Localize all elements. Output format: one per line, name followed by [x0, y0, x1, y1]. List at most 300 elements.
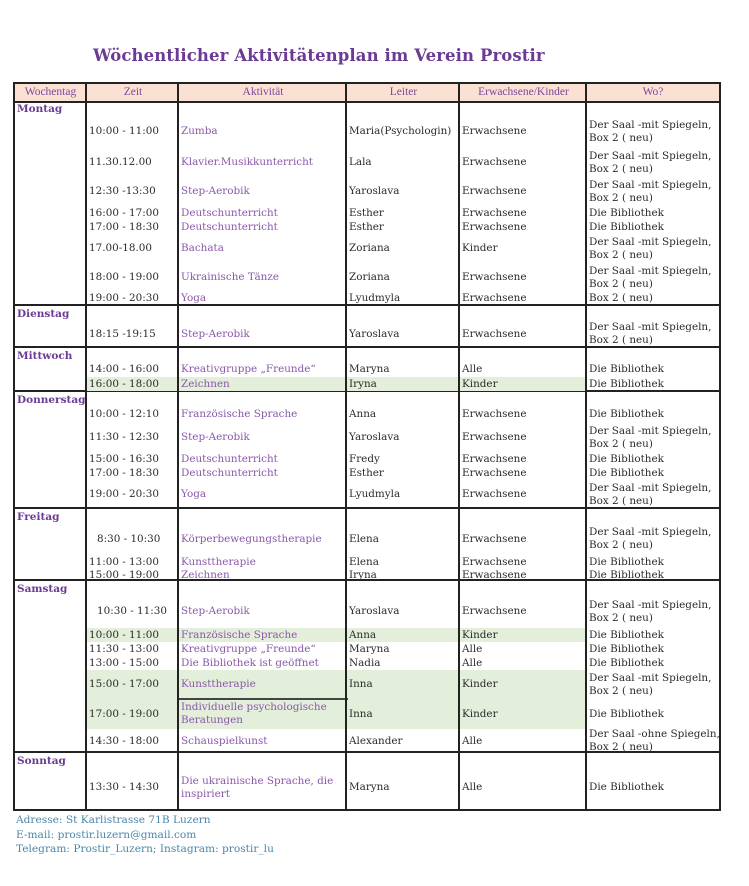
location-cell: Der Saal -mit Spiegeln, Box 2 ( neu) — [589, 118, 712, 144]
leader-cell-wrap — [349, 595, 459, 628]
table-row — [87, 670, 719, 699]
time-cell: 10:00 - 11:00 — [89, 125, 160, 137]
time-cell: 10:00 - 11:00 — [89, 628, 160, 641]
activity-cell: Deutschunterricht — [181, 466, 278, 479]
activity-cell: Zeichnen — [181, 377, 230, 390]
location-cell-wrap — [589, 595, 721, 628]
leader-cell: Elena — [349, 532, 379, 545]
leader-cell: Esther — [349, 206, 384, 219]
leader-cell-wrap — [349, 699, 459, 729]
location-cell-wrap — [589, 263, 721, 292]
group-cell-wrap — [462, 292, 584, 305]
time-cell: 19:00 - 20:30 — [89, 488, 160, 500]
leader-cell: Yaroslava — [349, 605, 400, 617]
group-cell-wrap — [462, 642, 584, 656]
location-cell-wrap — [589, 480, 721, 509]
location-cell-wrap — [589, 234, 721, 263]
activity-cell: Zeichnen — [181, 569, 230, 581]
table-row — [87, 570, 719, 581]
schedule-table — [13, 82, 721, 811]
activity-cell-wrap — [181, 263, 343, 292]
activity-cell-wrap — [181, 362, 343, 377]
activity-cell: Step-Aerobik — [181, 185, 250, 197]
activity-cell: Französische Sprache — [181, 628, 298, 641]
leader-cell: Yaroslava — [349, 431, 400, 443]
day-name: Mittwoch — [17, 350, 73, 362]
leader-cell-wrap — [349, 555, 459, 570]
header-leiter: Leiter — [389, 86, 418, 98]
location-cell-wrap — [589, 206, 721, 220]
time-cell-wrap — [89, 642, 177, 656]
location-cell: Die Bibliothek — [589, 656, 664, 669]
day-name: Dienstag — [17, 308, 70, 320]
location-cell-wrap — [589, 406, 721, 423]
leader-cell-wrap — [349, 115, 459, 148]
location-cell: Die Bibliothek — [589, 642, 664, 655]
location-cell-wrap — [589, 177, 721, 206]
group-cell-wrap — [462, 729, 584, 753]
day-block-dienstag — [15, 306, 719, 348]
activity-cell-wrap — [181, 642, 343, 656]
group-cell-wrap — [462, 523, 584, 555]
column-divider — [345, 84, 347, 809]
leader-cell-wrap — [349, 480, 459, 509]
group-cell-wrap — [462, 699, 584, 729]
time-cell: 17.00-18.00 — [89, 242, 153, 254]
location-cell: Die Bibliothek — [589, 781, 664, 793]
activity-cell: Kunsttherapie — [181, 556, 256, 568]
group-cell-wrap — [462, 220, 584, 234]
time-cell: 15:00 - 16:30 — [89, 452, 160, 465]
leader-cell: Maria(Psychologin) — [349, 125, 452, 137]
leader-cell-wrap — [349, 292, 459, 305]
group-cell-wrap — [462, 555, 584, 570]
location-cell-wrap — [589, 466, 721, 480]
column-divider — [85, 84, 87, 809]
activity-cell-wrap — [181, 699, 343, 729]
leader-cell: Inna — [349, 678, 373, 690]
location-cell-wrap — [589, 656, 721, 670]
time-cell-wrap — [97, 595, 185, 628]
activity-cell: Yoga — [181, 292, 207, 304]
leader-cell: Esther — [349, 466, 384, 479]
location-cell: Der Saal -mit Spiegeln, Box 2 ( neu) — [589, 671, 712, 697]
leader-cell: Maryna — [349, 642, 390, 655]
table-row — [87, 406, 719, 423]
location-cell: Die Bibliothek — [589, 466, 664, 479]
location-cell-wrap — [589, 423, 721, 452]
location-cell: Box 2 ( neu) — [589, 292, 653, 304]
location-cell: Der Saal -mit Spiegeln, Box 2 ( neu) — [589, 424, 712, 450]
leader-cell-wrap — [349, 452, 459, 466]
activity-cell: Step-Aerobik — [181, 431, 250, 443]
time-cell: 10:30 - 11:30 — [97, 605, 168, 617]
time-cell: 16:00 - 18:00 — [89, 377, 160, 390]
leader-cell-wrap — [349, 570, 459, 581]
day-block-mittwoch — [15, 348, 719, 392]
contact-footer — [16, 813, 274, 857]
location-cell-wrap — [589, 115, 721, 148]
column-divider — [585, 84, 587, 809]
time-cell: 16:00 - 17:00 — [89, 206, 160, 219]
group-cell: Erwachsene — [462, 271, 527, 283]
group-cell: Erwachsene — [462, 220, 527, 233]
day-block-samstag — [15, 581, 719, 753]
location-cell-wrap — [589, 729, 721, 753]
column-divider — [177, 84, 179, 809]
activity-cell: Schauspielkunst — [181, 734, 268, 747]
table-row — [87, 377, 719, 391]
leader-cell-wrap — [349, 234, 459, 263]
leader-cell-wrap — [349, 423, 459, 452]
leader-cell: Maryna — [349, 781, 390, 793]
leader-cell: Zoriana — [349, 271, 390, 283]
activity-cell: Deutschunterricht — [181, 452, 278, 465]
header-zeit: Zeit — [123, 86, 143, 98]
leader-cell: Iryna — [349, 569, 377, 581]
leader-cell-wrap — [349, 670, 459, 699]
leader-cell: Lala — [349, 156, 372, 168]
time-cell-wrap — [89, 452, 177, 466]
group-cell: Erwachsene — [462, 431, 527, 443]
activity-cell-wrap — [181, 177, 343, 206]
group-cell: Kinder — [462, 377, 498, 390]
activity-cell: Individuelle psychologische Beratungen — [181, 701, 327, 726]
time-cell: 17:00 - 18:30 — [89, 466, 160, 479]
activity-cell-wrap — [181, 234, 343, 263]
activity-cell-wrap — [181, 115, 343, 148]
activity-cell: Kreativgruppe „Freunde“ — [181, 363, 316, 375]
time-cell-wrap — [89, 115, 177, 148]
day-name: Donnerstag — [17, 394, 86, 406]
group-cell: Kinder — [462, 242, 498, 254]
group-cell: Erwachsene — [462, 408, 527, 420]
table-row — [87, 595, 719, 628]
activity-cell: Die ukrainische Sprache, die inspiriert — [181, 774, 334, 800]
time-cell: 17:00 - 19:00 — [89, 707, 160, 720]
leader-cell: Anna — [349, 628, 377, 641]
table-row — [87, 320, 719, 348]
table-row — [87, 466, 719, 480]
time-cell-wrap — [89, 480, 177, 509]
header-aktivitaet: Aktivität — [242, 86, 284, 98]
group-cell: Alle — [462, 734, 483, 747]
leader-cell: Inna — [349, 707, 373, 720]
table-row — [87, 423, 719, 452]
location-cell-wrap — [589, 767, 721, 808]
activity-cell: Klavier.Musikkunterricht — [181, 156, 313, 168]
time-cell-wrap — [89, 466, 177, 480]
time-cell-wrap — [89, 292, 177, 305]
location-cell-wrap — [589, 699, 721, 729]
group-cell: Erwachsene — [462, 156, 527, 168]
time-cell-wrap — [89, 406, 177, 423]
time-cell: 11:00 - 13:00 — [89, 556, 160, 568]
activity-cell-wrap — [181, 423, 343, 452]
location-cell: Der Saal -mit Spiegeln, Box 2 ( neu) — [589, 235, 712, 261]
table-row — [87, 729, 719, 753]
leader-cell-wrap — [349, 406, 459, 423]
day-name: Freitag — [17, 511, 60, 523]
group-cell-wrap — [462, 263, 584, 292]
time-cell: 18:00 - 19:00 — [89, 271, 160, 283]
leader-cell-wrap — [349, 177, 459, 206]
group-cell: Kinder — [462, 678, 498, 690]
time-cell-wrap — [89, 377, 177, 391]
group-cell: Alle — [462, 781, 483, 793]
table-row — [87, 767, 719, 808]
table-row — [87, 177, 719, 206]
location-cell: Der Saal -ohne Spiegeln, Box 2 ( neu) — [589, 728, 720, 753]
leader-cell-wrap — [349, 148, 459, 177]
leader-cell: Yaroslava — [349, 185, 400, 197]
leader-cell-wrap — [349, 642, 459, 656]
time-cell-wrap — [89, 670, 177, 699]
location-cell-wrap — [589, 452, 721, 466]
time-cell: 18:15 -19:15 — [89, 327, 156, 340]
group-cell-wrap — [462, 206, 584, 220]
leader-cell: Anna — [349, 408, 377, 420]
activity-cell-wrap — [181, 206, 343, 220]
table-row — [87, 115, 719, 148]
header-wochentag: Wochentag — [24, 86, 77, 98]
activity-cell-wrap — [181, 595, 343, 628]
time-cell: 10:00 - 12:10 — [89, 408, 160, 420]
table-row — [87, 699, 719, 729]
activity-cell-wrap — [181, 523, 343, 555]
time-cell-wrap — [89, 234, 177, 263]
table-row — [87, 292, 719, 305]
leader-cell-wrap — [349, 263, 459, 292]
location-cell: Die Bibliothek — [589, 556, 664, 568]
location-cell: Die Bibliothek — [589, 363, 664, 375]
leader-cell-wrap — [349, 767, 459, 808]
leader-cell: Zoriana — [349, 242, 390, 254]
time-cell-wrap — [89, 570, 177, 581]
location-cell: Die Bibliothek — [589, 377, 664, 390]
leader-cell-wrap — [349, 206, 459, 220]
time-cell: 11:30 - 13:00 — [89, 642, 160, 655]
time-cell-wrap — [89, 555, 177, 570]
location-cell: Die Bibliothek — [589, 707, 664, 720]
group-cell-wrap — [462, 628, 584, 642]
time-cell: 13:30 - 14:30 — [89, 781, 160, 793]
activity-cell: Kunsttherapie — [181, 678, 256, 690]
leader-cell-wrap — [349, 377, 459, 391]
group-cell-wrap — [462, 656, 584, 670]
group-cell: Erwachsene — [462, 569, 527, 581]
group-cell: Alle — [462, 642, 483, 655]
location-cell-wrap — [589, 555, 721, 570]
activity-cell: Step-Aerobik — [181, 327, 250, 340]
time-cell: 11:30 - 12:30 — [89, 431, 160, 443]
group-cell-wrap — [462, 452, 584, 466]
time-cell: 13:00 - 15:00 — [89, 656, 160, 669]
group-cell: Erwachsene — [462, 488, 527, 500]
leader-cell: Alexander — [349, 734, 403, 747]
group-cell: Alle — [462, 363, 483, 375]
time-cell-wrap — [89, 177, 177, 206]
email-link[interactable]: E-mail: prostir.luzern@gmail.com — [16, 828, 197, 841]
activity-cell: Yoga — [181, 488, 207, 500]
activity-cell-wrap — [181, 320, 343, 348]
group-cell-wrap — [462, 423, 584, 452]
activity-cell: Die Bibliothek ist geöffnet — [181, 656, 319, 669]
group-cell: Erwachsene — [462, 206, 527, 219]
location-cell: Der Saal -mit Spiegeln, Box 2 ( neu) — [589, 526, 712, 551]
day-block-sonntag — [15, 753, 719, 809]
group-cell: Kinder — [462, 707, 498, 720]
day-name: Montag — [17, 103, 63, 115]
leader-cell: Maryna — [349, 363, 390, 375]
day-block-donnerstag — [15, 392, 719, 509]
time-cell: 19:00 - 20:30 — [89, 292, 160, 304]
location-cell-wrap — [589, 570, 721, 581]
table-row — [87, 642, 719, 656]
group-cell-wrap — [462, 177, 584, 206]
activity-cell-wrap — [181, 656, 343, 670]
table-row — [87, 206, 719, 220]
location-cell: Die Bibliothek — [589, 206, 664, 219]
location-cell: Der Saal -mit Spiegeln, Box 2 ( neu) — [589, 321, 712, 346]
time-cell-wrap — [89, 220, 177, 234]
time-cell-wrap — [89, 320, 177, 348]
activity-cell-wrap — [181, 292, 343, 305]
table-row — [87, 555, 719, 570]
time-cell-wrap — [89, 362, 177, 377]
group-cell-wrap — [462, 480, 584, 509]
leader-cell: Iryna — [349, 377, 377, 390]
social-links[interactable]: Telegram: Prostir_Luzern; Instagram: prostir_lu — [16, 843, 274, 855]
location-cell: Die Bibliothek — [589, 569, 664, 581]
activity-cell: Zumba — [181, 125, 218, 137]
time-cell-wrap — [89, 729, 177, 753]
day-block-montag — [15, 101, 719, 306]
activity-cell-wrap — [181, 466, 343, 480]
header-gruppe: Erwachsene/Kinder — [478, 86, 569, 98]
activity-cell-wrap — [181, 452, 343, 466]
time-cell-wrap — [89, 699, 177, 729]
address-text: Adresse: St Karlistrasse 71B Luzern — [16, 814, 211, 826]
leader-cell: Nadia — [349, 656, 381, 669]
location-cell-wrap — [589, 220, 721, 234]
table-row — [87, 523, 719, 555]
location-cell-wrap — [589, 523, 721, 555]
activity-cell: Deutschunterricht — [181, 206, 278, 219]
group-cell-wrap — [462, 148, 584, 177]
location-cell: Der Saal -mit Spiegeln, Box 2 ( neu) — [589, 149, 712, 175]
group-cell: Erwachsene — [462, 466, 527, 479]
leader-cell-wrap — [349, 628, 459, 642]
activity-cell-wrap — [181, 148, 343, 177]
group-cell-wrap — [462, 377, 584, 391]
time-cell-wrap — [89, 628, 177, 642]
activity-cell-wrap — [181, 555, 343, 570]
table-row — [87, 452, 719, 466]
time-cell-wrap — [89, 263, 177, 292]
activity-cell-wrap — [181, 377, 343, 391]
group-cell: Erwachsene — [462, 185, 527, 197]
leader-cell-wrap — [349, 523, 459, 555]
location-cell-wrap — [589, 377, 721, 391]
location-cell: Der Saal -mit Spiegeln, Box 2 ( neu) — [589, 178, 712, 204]
group-cell-wrap — [462, 570, 584, 581]
group-cell-wrap — [462, 234, 584, 263]
time-cell: 12:30 -13:30 — [89, 185, 156, 197]
table-row — [87, 220, 719, 234]
location-cell-wrap — [589, 362, 721, 377]
time-cell-wrap — [97, 523, 185, 555]
group-cell-wrap — [462, 595, 584, 628]
day-name: Samstag — [17, 583, 68, 595]
leader-cell: Fredy — [349, 452, 380, 465]
activity-cell: Ukrainische Tänze — [181, 271, 279, 283]
table-row — [87, 480, 719, 509]
activity-cell-wrap — [181, 670, 343, 699]
location-cell: Die Bibliothek — [589, 220, 664, 233]
activity-cell-wrap — [181, 406, 343, 423]
location-cell-wrap — [589, 670, 721, 699]
time-cell-wrap — [89, 656, 177, 670]
group-cell: Erwachsene — [462, 532, 527, 545]
location-cell: Die Bibliothek — [589, 408, 664, 420]
group-cell: Alle — [462, 656, 483, 669]
leader-cell-wrap — [349, 362, 459, 377]
table-row — [87, 263, 719, 292]
group-cell-wrap — [462, 670, 584, 699]
activity-cell-wrap — [181, 767, 343, 808]
location-cell-wrap — [589, 628, 721, 642]
group-cell: Erwachsene — [462, 452, 527, 465]
activity-cell-wrap — [181, 220, 343, 234]
group-cell: Erwachsene — [462, 292, 527, 304]
table-row — [87, 628, 719, 642]
header-wo: Wo? — [642, 86, 664, 98]
column-divider — [458, 84, 460, 809]
day-name: Sonntag — [17, 755, 66, 767]
activity-cell: Kreativgruppe „Freunde“ — [181, 642, 316, 655]
activity-cell: Französische Sprache — [181, 408, 298, 420]
group-cell-wrap — [462, 320, 584, 348]
leader-cell: Esther — [349, 220, 384, 233]
time-cell: 15:00 - 19:00 — [89, 569, 160, 581]
time-cell-wrap — [89, 767, 177, 808]
table-row — [87, 656, 719, 670]
group-cell: Erwachsene — [462, 327, 527, 340]
leader-cell: Lyudmyla — [349, 488, 401, 500]
activity-cell: Deutschunterricht — [181, 220, 278, 233]
group-cell-wrap — [462, 115, 584, 148]
group-cell-wrap — [462, 406, 584, 423]
location-cell-wrap — [589, 642, 721, 656]
location-cell: Der Saal -mit Spiegeln, Box 2 ( neu) — [589, 481, 712, 507]
leader-cell-wrap — [349, 220, 459, 234]
leader-cell: Lyudmyla — [349, 292, 401, 304]
activity-cell-wrap — [181, 628, 343, 642]
table-row — [87, 234, 719, 263]
activity-cell: Körperbewegungstherapie — [181, 532, 322, 545]
time-cell-wrap — [89, 423, 177, 452]
group-cell: Erwachsene — [462, 125, 527, 137]
leader-cell: Yaroslava — [349, 327, 400, 340]
time-cell: 17:00 - 18:30 — [89, 220, 160, 233]
leader-cell: Elena — [349, 556, 379, 568]
location-cell-wrap — [589, 292, 721, 305]
group-cell: Erwachsene — [462, 605, 527, 617]
time-cell: 11.30.12.00 — [89, 156, 152, 168]
leader-cell-wrap — [349, 466, 459, 480]
activity-cell: Bachata — [181, 242, 224, 254]
